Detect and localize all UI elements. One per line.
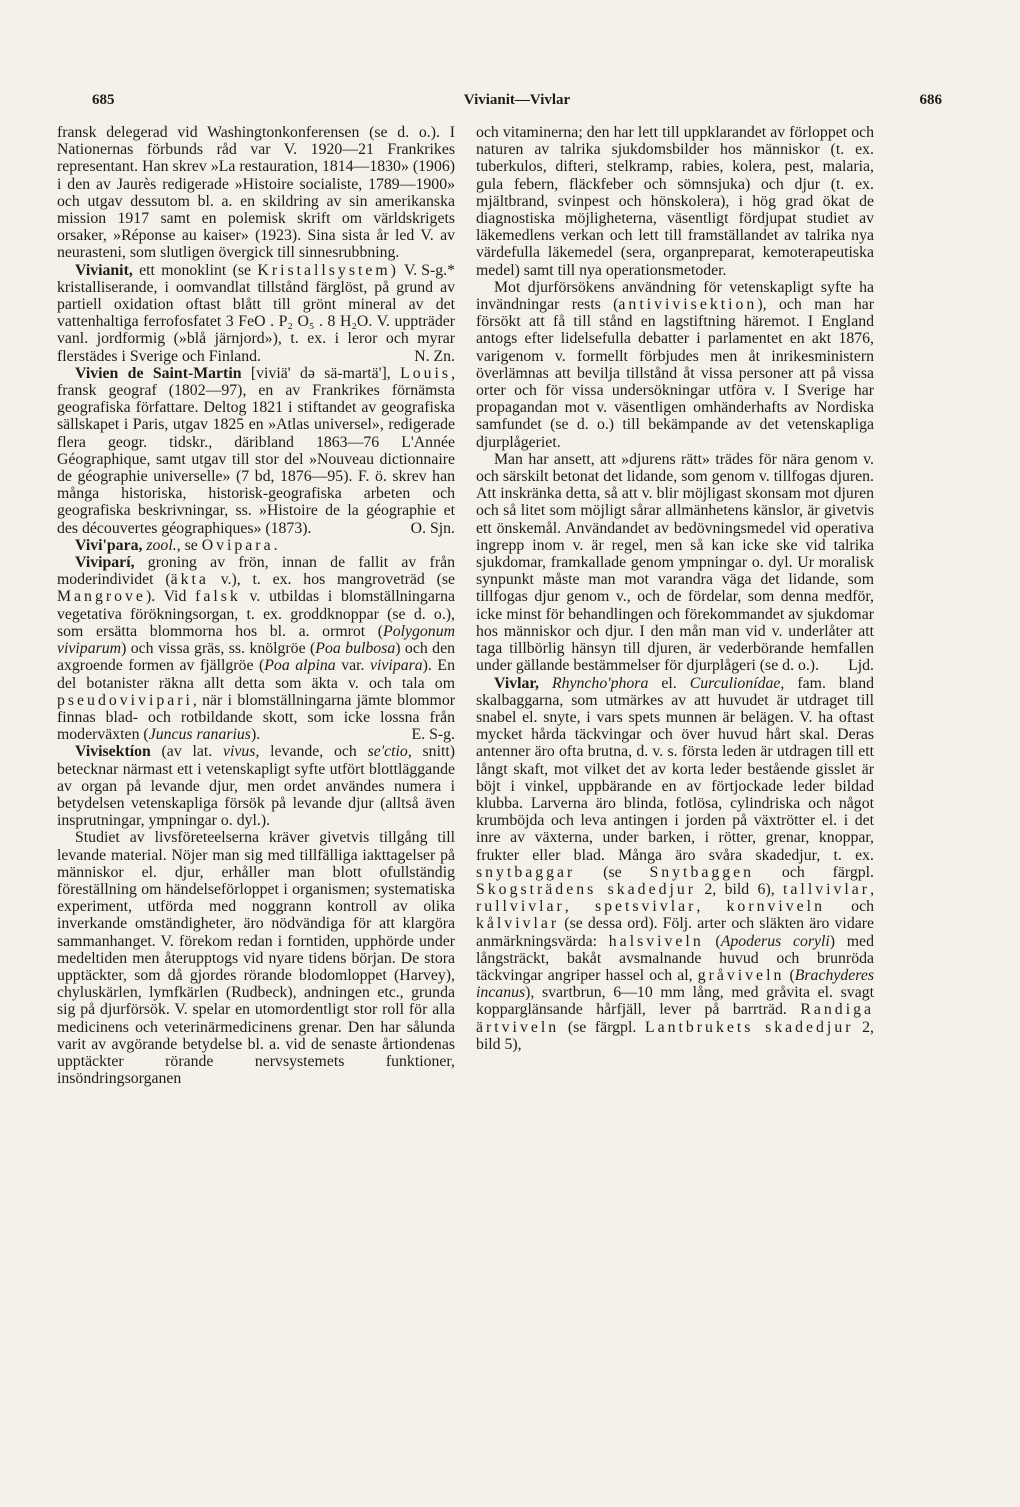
- left-column: [57, 124, 455, 1087]
- entry-vivipari: Viviparí, groning av frön, innan de fallit av från moderindividet (äkta v.), t. ex. hos mangroveträd (se Mangrove). Vid falsk v. utbildas i blomställningarna vegetativa förökningsorgan, t. ex. groddknoppar (se d. o.), som ersätta blommorna hos bl. a. ormrot (Polygonum viviparum) och vissa gräs, ss. knölgröe (Poa bulbosa) och den axgroende formen av fjällgröe (Poa alpina var. vivipara). En del botanister räkna allt detta som äkta v. och tala om pseudovivipari, när i blomställningarna jämte blommor finnas blad- och rotbildande skott, som icke lossna från moderväxten (Juncus ranarius). E. S-g.: [57, 554, 456, 744]
- entry-vivianit: Vivianit, ett monoklint (se Kristallsystem) kristalliserande, i oomvandlat tillstånd färglöst, på grund av partiell oxidation oftast blått till grönt mineral av det vattenhaltiga ferrofosfatet 3 FeO . P₂ O₅ . 8 H₂O. V. uppträder vanl. jordformig (»blå järnjord»), t. ex. i leror och myrar flerstädes i Sverige och Finland. N. Zn.: [57, 261, 455, 365]
- first-name: Louis: [400, 364, 452, 382]
- headword: Vivien de Saint-Martin: [75, 364, 242, 382]
- cross-reference: Snytbaggen: [649, 863, 755, 881]
- paragraph-antivivisektion: Mot djurförsökens användning för vetenskapligt syfte ha invändningar rests (antivivisektion), och man har försökt att få till stånd en lagstiftning häremot. I England antogs efter lidelsefulla debatter i parlamentet en akt 1876, varigenom v. formellt förbjudes men åt inrikesministern överlämnas att bevilja tillstånd åt vissa personer att på vissa orter och för vissa undersökningar utföra v. I Sverige har propagandan mot v. väsentligen omhänderhafts av Nordiska samfundet (se d. o.) till bekämpande av det vetenskapliga djurplågeriet.: [476, 278, 874, 451]
- entry-vivien: Vivien de Saint-Martin [viviä' də sä-martä'], Louis, fransk geograf (1802—97), en av Frankrikes förnämsta geografiska författare. Deltog 1821 i stiftandet av geografiska sällskapet i Paris, utgav 1825 en »Atlas universel», redigerade flera geogr. tidskr., däribland 1863—76 L'Année Géographique, samt utgav till stor del »Nouveau dictionnaire de géographie universelle» (7 bd, 1876—95). F. ö. skrev han många historiska, historisk-geografiska arbeten och geografiska beskrivningar, ss. »Histoire de la géographie et des découvertes géographiques» (1873). O. Sjn.: [57, 364, 456, 537]
- paragraph-continuation: och vitaminerna; den har lett till uppklarandet av förloppet och naturen av talrika sjukdomsbilder hos människor (t. ex. tuberkulos, difteri, stelkramp, rabies, kolera, pest, malaria, gula febern, fläckfeber och sömnsjuka) och djur (t. ex. mjältbrand, svinpest och hönskolera), i hög grad ökat de diagnostiska möjligheterna, väsentligt fördjupat studiet av läkemedlens verkan och lett till framställandet av talrika nya värdefulla läkemedel (sera, organpreparat, kemoterapeutiska medel) samt till nya operationsmetoder.: [476, 124, 874, 279]
- entry-vivisektion: Vivisektíon (av lat. vivus, levande, och se'ctio, snitt) betecknar närmast ett i vetenskapligt syfte utfört blottläggande av organ på levande djur, men ordet användes numera i betydelsen vetenskapliga försök på levande djur (alltså även insprutningar, ympningar o. dyl.).: [57, 743, 455, 830]
- running-title: Vivianit—Vivlar: [463, 92, 571, 108]
- page-number-left: 685: [92, 92, 115, 108]
- author-signature: V. S-g.*: [403, 261, 455, 279]
- entry-vivipara: Vivi'para, zool., se Ovipara.: [75, 536, 278, 554]
- author-signature: E. S-g.: [411, 726, 455, 744]
- paragraph-djurens-ratt: Man har ansett, att »djurens rätt» trädes för nära genom v. och särskilt betonat det lidande, som genom v. tillfogas djuren. Att inskränka detta, så att v. blir möjligast skonsam mot djuren och så litet som möjligt sårar allmänhetens känslor, är givetvis ett önskemål. Användandet av bedövningsmedel vid operativa ingrepp inom v. är regel, men så kan icke ske vid talrika sjukdomar, framkallade genom ympningar o. dyl. Ur moralisk synpunkt måste man mot varandra väga det lidande, som tillfogas djur genom v., och de fördelar, som denna medför, icke minst för behandlingen och förekommandet av sjukdomar hos människor och djur. I den mån man vid v. underlåter att taga tillbörlig hänsyn till djuren, är vederbörande hemfallen under gällande bestämmelser för djurplågeri (se d. o.). Ljd.: [476, 450, 874, 675]
- paragraph-studiet: Studiet av livsföreteelserna kräver givetvis tillgång till levande material. Nöjer man sig med tillfälliga iakttagelser på människor el. djur, erhåller man blott ofullständig föreställning om händelseförloppet i organismen; systematiska experiment, utförda med noggrann kontroll av olika inverkande omständigheter, äro nödvändiga för att klargöra sammanhanget. V. förekom redan i forntiden, upphörde under medeltiden men återupptogs vid nyare tidens början. De stora upptäckter, som då gjordes rörande blodomloppet (Harvey), chyluskärlen, lymfkärlen (Rudbeck), andningen etc., grunda sig på djurförsök. V. spelar en utomordentligt stor roll för alla medicinens och veterinärmedicinens grenar. Den har sålunda varit av avgörande betydelse bl. a. vid de senaste årtiondenas upptäckter rörande nervsystemets funktioner, insöndringsorganen: [57, 829, 455, 1088]
- cross-reference: Ovipara: [201, 536, 274, 554]
- author-signature: O. Sjn.: [410, 519, 455, 537]
- headword: Viviparí,: [75, 554, 135, 572]
- right-column: [476, 124, 874, 1053]
- author-signature: Ljd.: [848, 657, 874, 675]
- author-signature: N. Zn.: [414, 347, 455, 365]
- running-header: [92, 92, 942, 112]
- cross-reference: Mangrove: [57, 588, 146, 606]
- entry-continuation: fransk delegerad vid Washingtonkonferensen (se d. o.). I Nationernas förbunds råd var V. 1920—21 Frankrikes representant. Han skrev »La restauration, 1814—1830» (1906) i den av Jaurès redigerade »Histoire socialiste, 1789—1900» och utgav dessutom bl. a. en skildring av sin amerikanska mission 1917 samt en polemisk skrift om världskrigets orsaker, »Réponse au kaiser» (1923). Sina sista år led V. av neurasteni, som slutligen övergick till sinnesrubbning. V. S-g.*: [57, 124, 455, 279]
- headword: Vivi'para,: [75, 536, 143, 554]
- headword: Vivisektíon: [75, 743, 151, 761]
- page-number-right: 686: [919, 92, 942, 108]
- headword: Vivianit,: [75, 261, 133, 279]
- entry-vivlar: Vivlar, Rhyncho'phora el. Curculionídae, fam. bland skalbaggarna, som utmärkes av att huvudet är utdraget till snabel el. snyte, i vars spets munnen är belägen. V. ha oftast mycket hårda täckvingar och över huvud hårt skal. Deras antenner äro ofta brutna, d. v. s. första leden är utdragen till ett långt skaft, mot vilket det av korta leder bestående gisslet är böjt i vinkel, uppbärande en av förtjockade leder bildad klubba. Larverna äro blinda, fotlösa, cylindriska och något krumböjda och leva antingen i jorden på växtrötter el. i det inre av växterna, under barken, i rötter, grenar, knoppar, frukter eller blad. Många äro svåra skadedjur, t. ex. snytbaggar (se Snytbaggen och färgpl. Skogsträdens skadedjur 2, bild 6), tallvivlar, rullvivlar, spetsvivlar, kornviveln och kålvivlar (se dessa ord). Följ. arter och släkten äro vidare anmärkningsvärda: halsviveln (Apoderus coryli) med långsträckt, bakåt avsmalnande huvud och brunröda täckvingar angriper hassel och al, gråviveln (Brachyderes incanus), svartbrun, 6—10 mm lång, med gråvita el. svagt kopparglänsande hårfjäll, lever på barrträd. Randiga ärtviveln (se färgpl. Lantbrukets skadedjur 2, bild 5),: [476, 674, 875, 1053]
- cross-reference: Kristallsystem: [257, 261, 391, 279]
- headword: Vivlar,: [494, 674, 539, 692]
